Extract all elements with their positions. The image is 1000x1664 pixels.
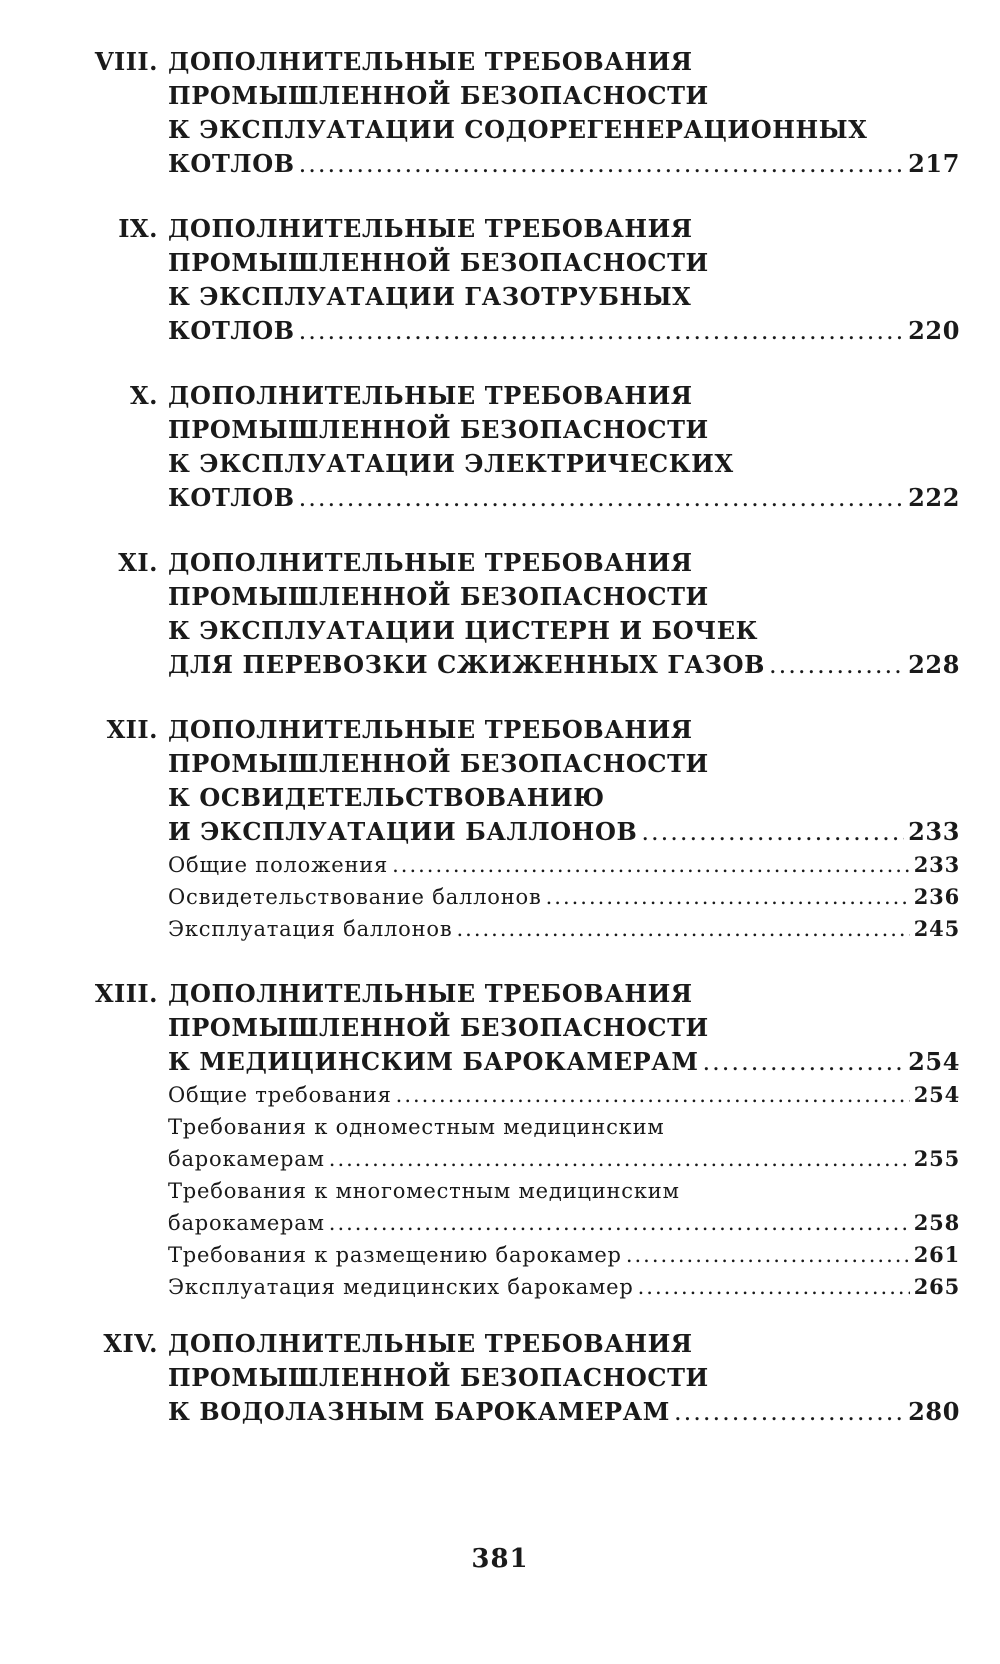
page-ref: 233	[908, 817, 960, 846]
dot-leader	[299, 481, 904, 515]
page-ref: 265	[913, 1274, 960, 1299]
section-title-line: ПРОМЫШЛЕННОЙ БЕЗОПАСНОСТИ	[168, 582, 709, 611]
dot-leader	[674, 1395, 904, 1429]
dot-leader	[299, 147, 904, 181]
dot-leader	[392, 849, 910, 881]
section-title-line: ПРОМЫШЛЕННОЙ БЕЗОПАСНОСТИ	[168, 81, 709, 110]
page-ref: 236	[913, 884, 960, 909]
section-title-line: К ЭКСПЛУАТАЦИИ ЦИСТЕРН И БОЧЕК	[168, 616, 759, 645]
section-title-line: К ЭКСПЛУАТАЦИИ ГАЗОТРУБНЫХ	[168, 282, 692, 311]
dot-leader	[329, 1143, 910, 1175]
toc-subentry[interactable]	[168, 1271, 960, 1303]
page-number: 381	[471, 1544, 529, 1574]
subentry-title: Требования к размещению барокамер	[168, 1243, 622, 1267]
page-ref: 254	[913, 1082, 960, 1107]
subentry-title: Эксплуатация медицинских барокамер	[168, 1275, 634, 1299]
section-title-line: ДОПОЛНИТЕЛЬНЫЕ ТРЕБОВАНИЯ	[168, 548, 693, 577]
subentry-title-line: Требования к одноместным медицинским	[168, 1115, 665, 1139]
dot-leader	[626, 1239, 910, 1271]
section-title-line: К ОСВИДЕТЕЛЬСТВОВАНИЮ	[168, 783, 605, 812]
dot-leader	[638, 1271, 910, 1303]
page-ref: 254	[908, 1047, 960, 1076]
entry-title: КОТЛОВ	[168, 316, 295, 345]
section-number: XI.	[118, 548, 158, 577]
section-title-line: ДОПОЛНИТЕЛЬНЫЕ ТРЕБОВАНИЯ	[168, 47, 693, 76]
subentry-title: Общие положения	[168, 853, 389, 877]
subentry-title: барокамерам	[168, 1147, 325, 1171]
section-title-line: К ЭКСПЛУАТАЦИИ ЭЛЕКТРИЧЕСКИХ	[168, 449, 734, 478]
dot-leader	[396, 1079, 910, 1111]
toc-subentry[interactable]	[168, 1143, 960, 1175]
section-title-line: ПРОМЫШЛЕННОЙ БЕЗОПАСНОСТИ	[168, 1363, 709, 1392]
toc-entry[interactable]	[168, 815, 960, 849]
entry-title: И ЭКСПЛУАТАЦИИ БАЛЛОНОВ	[168, 817, 638, 846]
toc-entry[interactable]	[168, 648, 960, 682]
section-number: XIII.	[94, 979, 158, 1008]
subentry-title: барокамерам	[168, 1211, 325, 1235]
section-title-line: ДОПОЛНИТЕЛЬНЫЕ ТРЕБОВАНИЯ	[168, 979, 693, 1008]
section-title-line: ПРОМЫШЛЕННОЙ БЕЗОПАСНОСТИ	[168, 749, 709, 778]
section-title-line: ПРОМЫШЛЕННОЙ БЕЗОПАСНОСТИ	[168, 415, 709, 444]
dot-leader	[456, 913, 909, 945]
page-ref: 222	[908, 483, 960, 512]
section-title-line: ДОПОЛНИТЕЛЬНЫЕ ТРЕБОВАНИЯ	[168, 214, 693, 243]
toc-entry[interactable]	[168, 314, 960, 348]
subentry-title: Освидетельствование баллонов	[168, 885, 542, 909]
section-number: X.	[130, 381, 158, 410]
toc-entry[interactable]	[168, 481, 960, 515]
page-ref: 280	[908, 1397, 960, 1426]
page-ref: 261	[913, 1242, 960, 1267]
page-ref: 217	[908, 149, 960, 178]
toc-subentry[interactable]	[168, 1239, 960, 1271]
section-number: XIV.	[103, 1329, 158, 1358]
toc-subentry[interactable]	[168, 849, 960, 881]
subentry-title-line: Требования к многоместным медицинским	[168, 1179, 680, 1203]
dot-leader	[769, 648, 904, 682]
entry-title: К МЕДИЦИНСКИМ БАРОКАМЕРАМ	[168, 1047, 699, 1076]
page-ref: 233	[913, 852, 960, 877]
section-title-line: ПРОМЫШЛЕННОЙ БЕЗОПАСНОСТИ	[168, 248, 709, 277]
page-ref: 245	[913, 916, 960, 941]
page-ref: 255	[913, 1146, 960, 1171]
page-ref: 258	[913, 1210, 960, 1235]
section-title-line: ДОПОЛНИТЕЛЬНЫЕ ТРЕБОВАНИЯ	[168, 1329, 693, 1358]
toc-entry[interactable]	[168, 1045, 960, 1079]
page-ref: 220	[908, 316, 960, 345]
toc-entry[interactable]	[168, 147, 960, 181]
page-ref: 228	[908, 650, 960, 679]
dot-leader	[703, 1045, 905, 1079]
section-number: XII.	[106, 715, 158, 744]
entry-title: КОТЛОВ	[168, 483, 295, 512]
dot-leader	[546, 881, 910, 913]
section-number: VIII.	[94, 47, 158, 76]
entry-title: К ВОДОЛАЗНЫМ БАРОКАМЕРАМ	[168, 1397, 670, 1426]
entry-title: КОТЛОВ	[168, 149, 295, 178]
toc-subentry[interactable]	[168, 913, 960, 945]
dot-leader	[329, 1207, 910, 1239]
entry-title: ДЛЯ ПЕРЕВОЗКИ СЖИЖЕННЫХ ГАЗОВ	[168, 650, 765, 679]
section-title-line: К ЭКСПЛУАТАЦИИ СОДОРЕГЕНЕРАЦИОННЫХ	[168, 115, 868, 144]
toc-subentry[interactable]	[168, 881, 960, 913]
toc-subentry[interactable]	[168, 1207, 960, 1239]
subentry-title: Эксплуатация баллонов	[168, 917, 453, 941]
dot-leader	[641, 815, 904, 849]
section-title-line: ПРОМЫШЛЕННОЙ БЕЗОПАСНОСТИ	[168, 1013, 709, 1042]
dot-leader	[299, 314, 904, 348]
section-title-line: ДОПОЛНИТЕЛЬНЫЕ ТРЕБОВАНИЯ	[168, 381, 693, 410]
toc-subentry[interactable]	[168, 1079, 960, 1111]
section-title-line: ДОПОЛНИТЕЛЬНЫЕ ТРЕБОВАНИЯ	[168, 715, 693, 744]
section-number: IX.	[118, 214, 158, 243]
subentry-title: Общие требования	[168, 1083, 392, 1107]
toc-entry[interactable]	[168, 1395, 960, 1429]
